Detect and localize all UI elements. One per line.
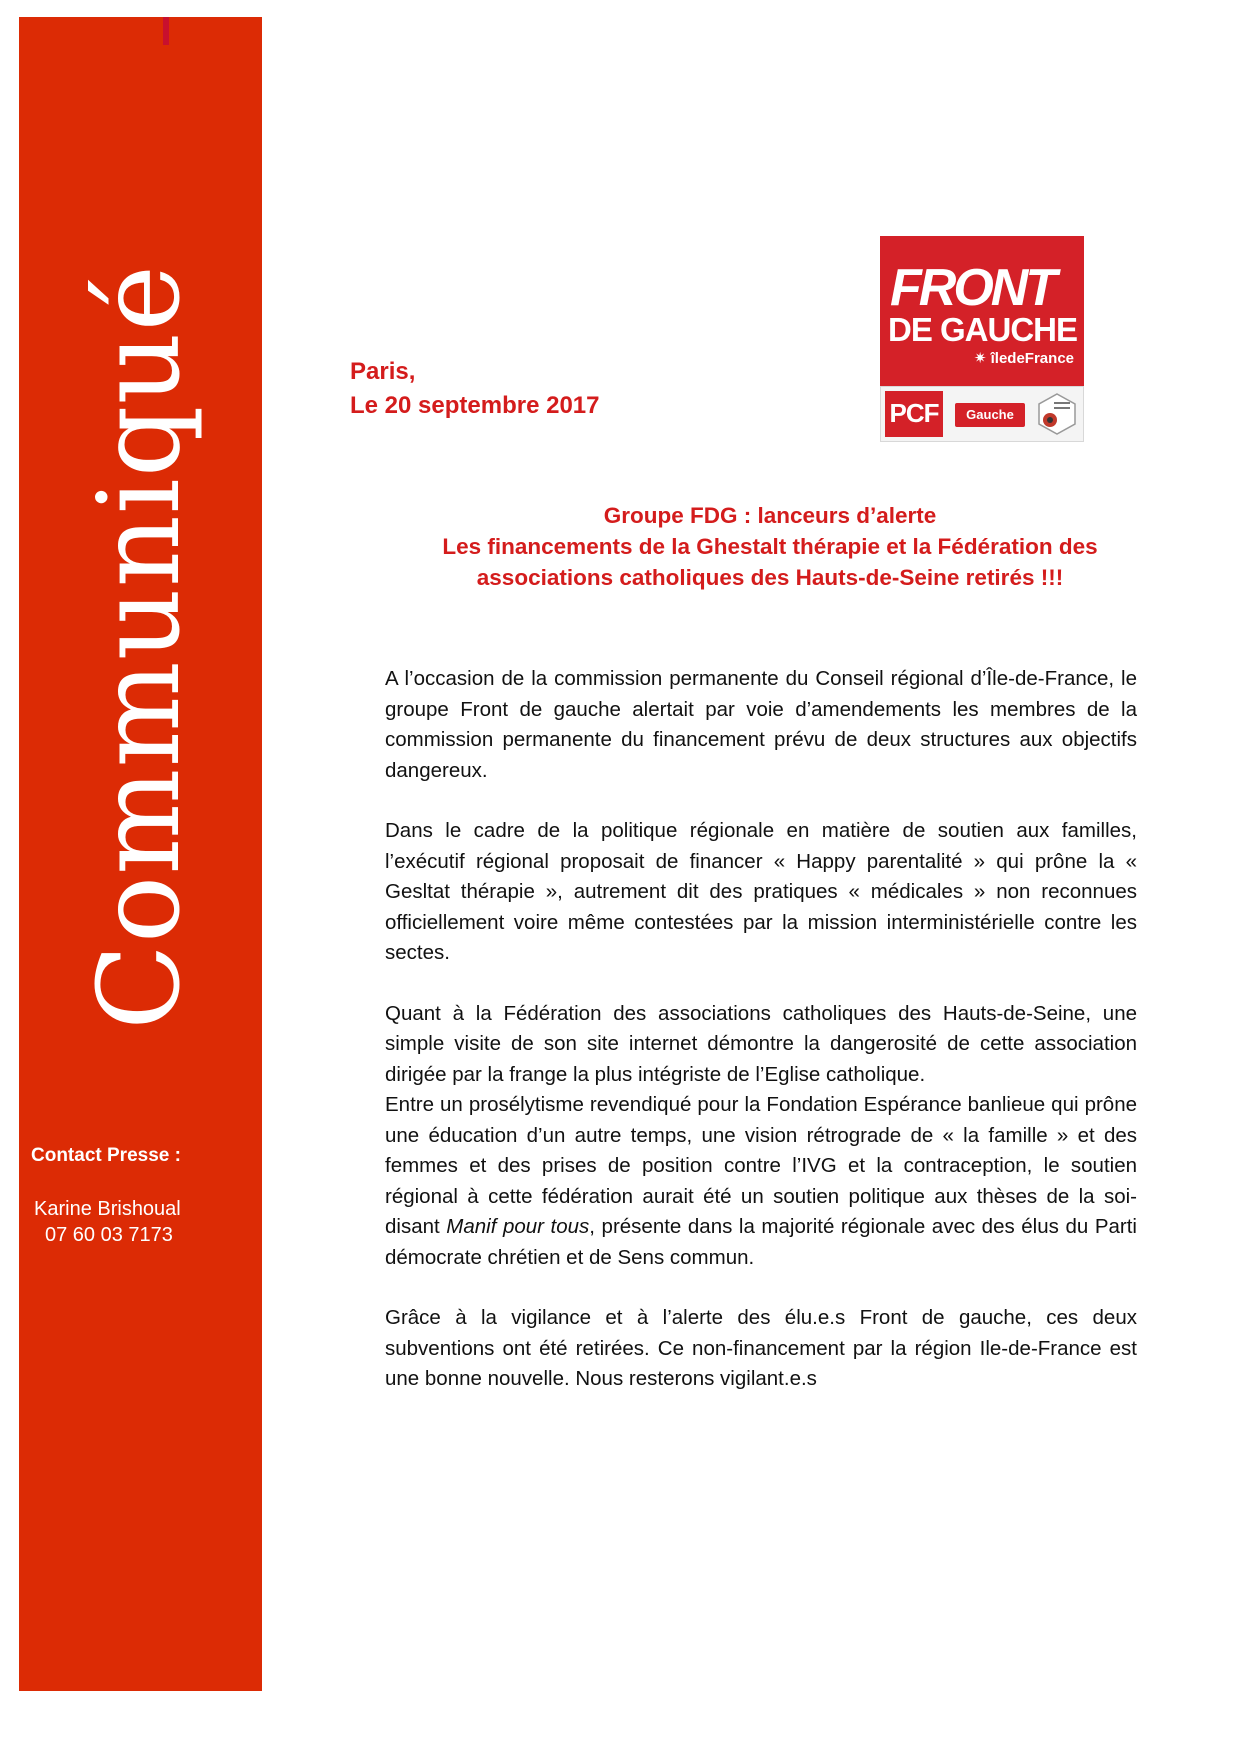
headline-line-3: associations catholiques des Hauts-de-Seine retirés !!! [476,565,1064,590]
paragraph-5: Grâce à la vigilance et à l’alerte des élu.e.s Front de gauche, ces deux subventions ont été retirées. Ce non-financement par la région Ile-de-France est une bonne nouvelle. Nous resterons vigilant.e.s [385,1306,1137,1390]
headline-line-1: Groupe FDG : lanceurs d’alerte [603,503,937,528]
contact-name: Karine Brishoual [34,1198,181,1220]
gauche-badge-logo: Gauche [955,403,1025,427]
manif-pour-tous-italic: Manif pour tous [446,1215,590,1238]
contact-heading: Contact Presse : [31,1145,181,1166]
contact-phone: 07 60 03 7173 [45,1224,173,1246]
press-release-body [385,664,1137,1425]
republique-socialiste-logo-icon [1036,392,1078,436]
date-block [350,355,599,423]
front-de-gauche-logo [880,236,1084,442]
date-label: Le 20 septembre 2017 [350,392,600,419]
sidebar-tick-mark [163,17,169,45]
paragraph-3: Quant à la Fédération des associations catholiques des Hauts-de-Seine, une simple visite de son site internet démontre la dangerosité de cette association dirigée par la frange la plus intégriste de l’Eglise catholique. [385,1001,1137,1086]
communique-vertical-title: Communiqué [75,264,205,1030]
sidebar-band [19,17,262,1691]
pcf-logo: PCF [885,391,943,437]
paragraph-1: A l’occasion de la commission permanente du Conseil régional d’Île-de-France, le groupe Front de gauche alertait par voie d’amendements les membres de la commission permanente du financement prévu de deux structures aux objectifs dangereux. [385,667,1137,782]
logo-partner-strip [880,386,1084,442]
logo-region-text: ✷ îledeFrance [973,350,1074,367]
headline-line-2: Les financements de la Ghestalt thérapie et la Fédération des [442,534,1098,559]
paragraph-4-start: Entre un prosélytisme revendiqué pour la Fondation Espérance banlieue qui prône une éducation d’un autre temps, une vision rétrograde de « la famille » et des femmes et des prises de position contre l’IVG et la contraception, le soutien régional à cette fédération aurait été un soutien politique aux thèses de la soi-disant [385,1093,1137,1238]
paragraph-4 [385,1090,1137,1273]
logo-top-panel [880,236,1084,386]
logo-de-gauche-text: DE GAUCHE [888,311,1078,348]
paragraph-2: Dans le cadre de la politique régionale en matière de soutien aux familles, l’exécutif régional proposait de financer « Happy parentalité » qui prône la « Gesltat thérapie », autrement dit des pratiques « médicales » non reconnues officiellement voire même contestées par la mission interministérielle contre les sectes. [385,819,1137,964]
place-label: Paris, [350,358,416,385]
paragraph-4-end: , présente dans la majorité régionale avec des élus du Parti démocrate chrétien et de Sens commun. [385,1215,1137,1269]
headline [380,500,1160,593]
logo-front-text: FRONT [890,259,1055,317]
